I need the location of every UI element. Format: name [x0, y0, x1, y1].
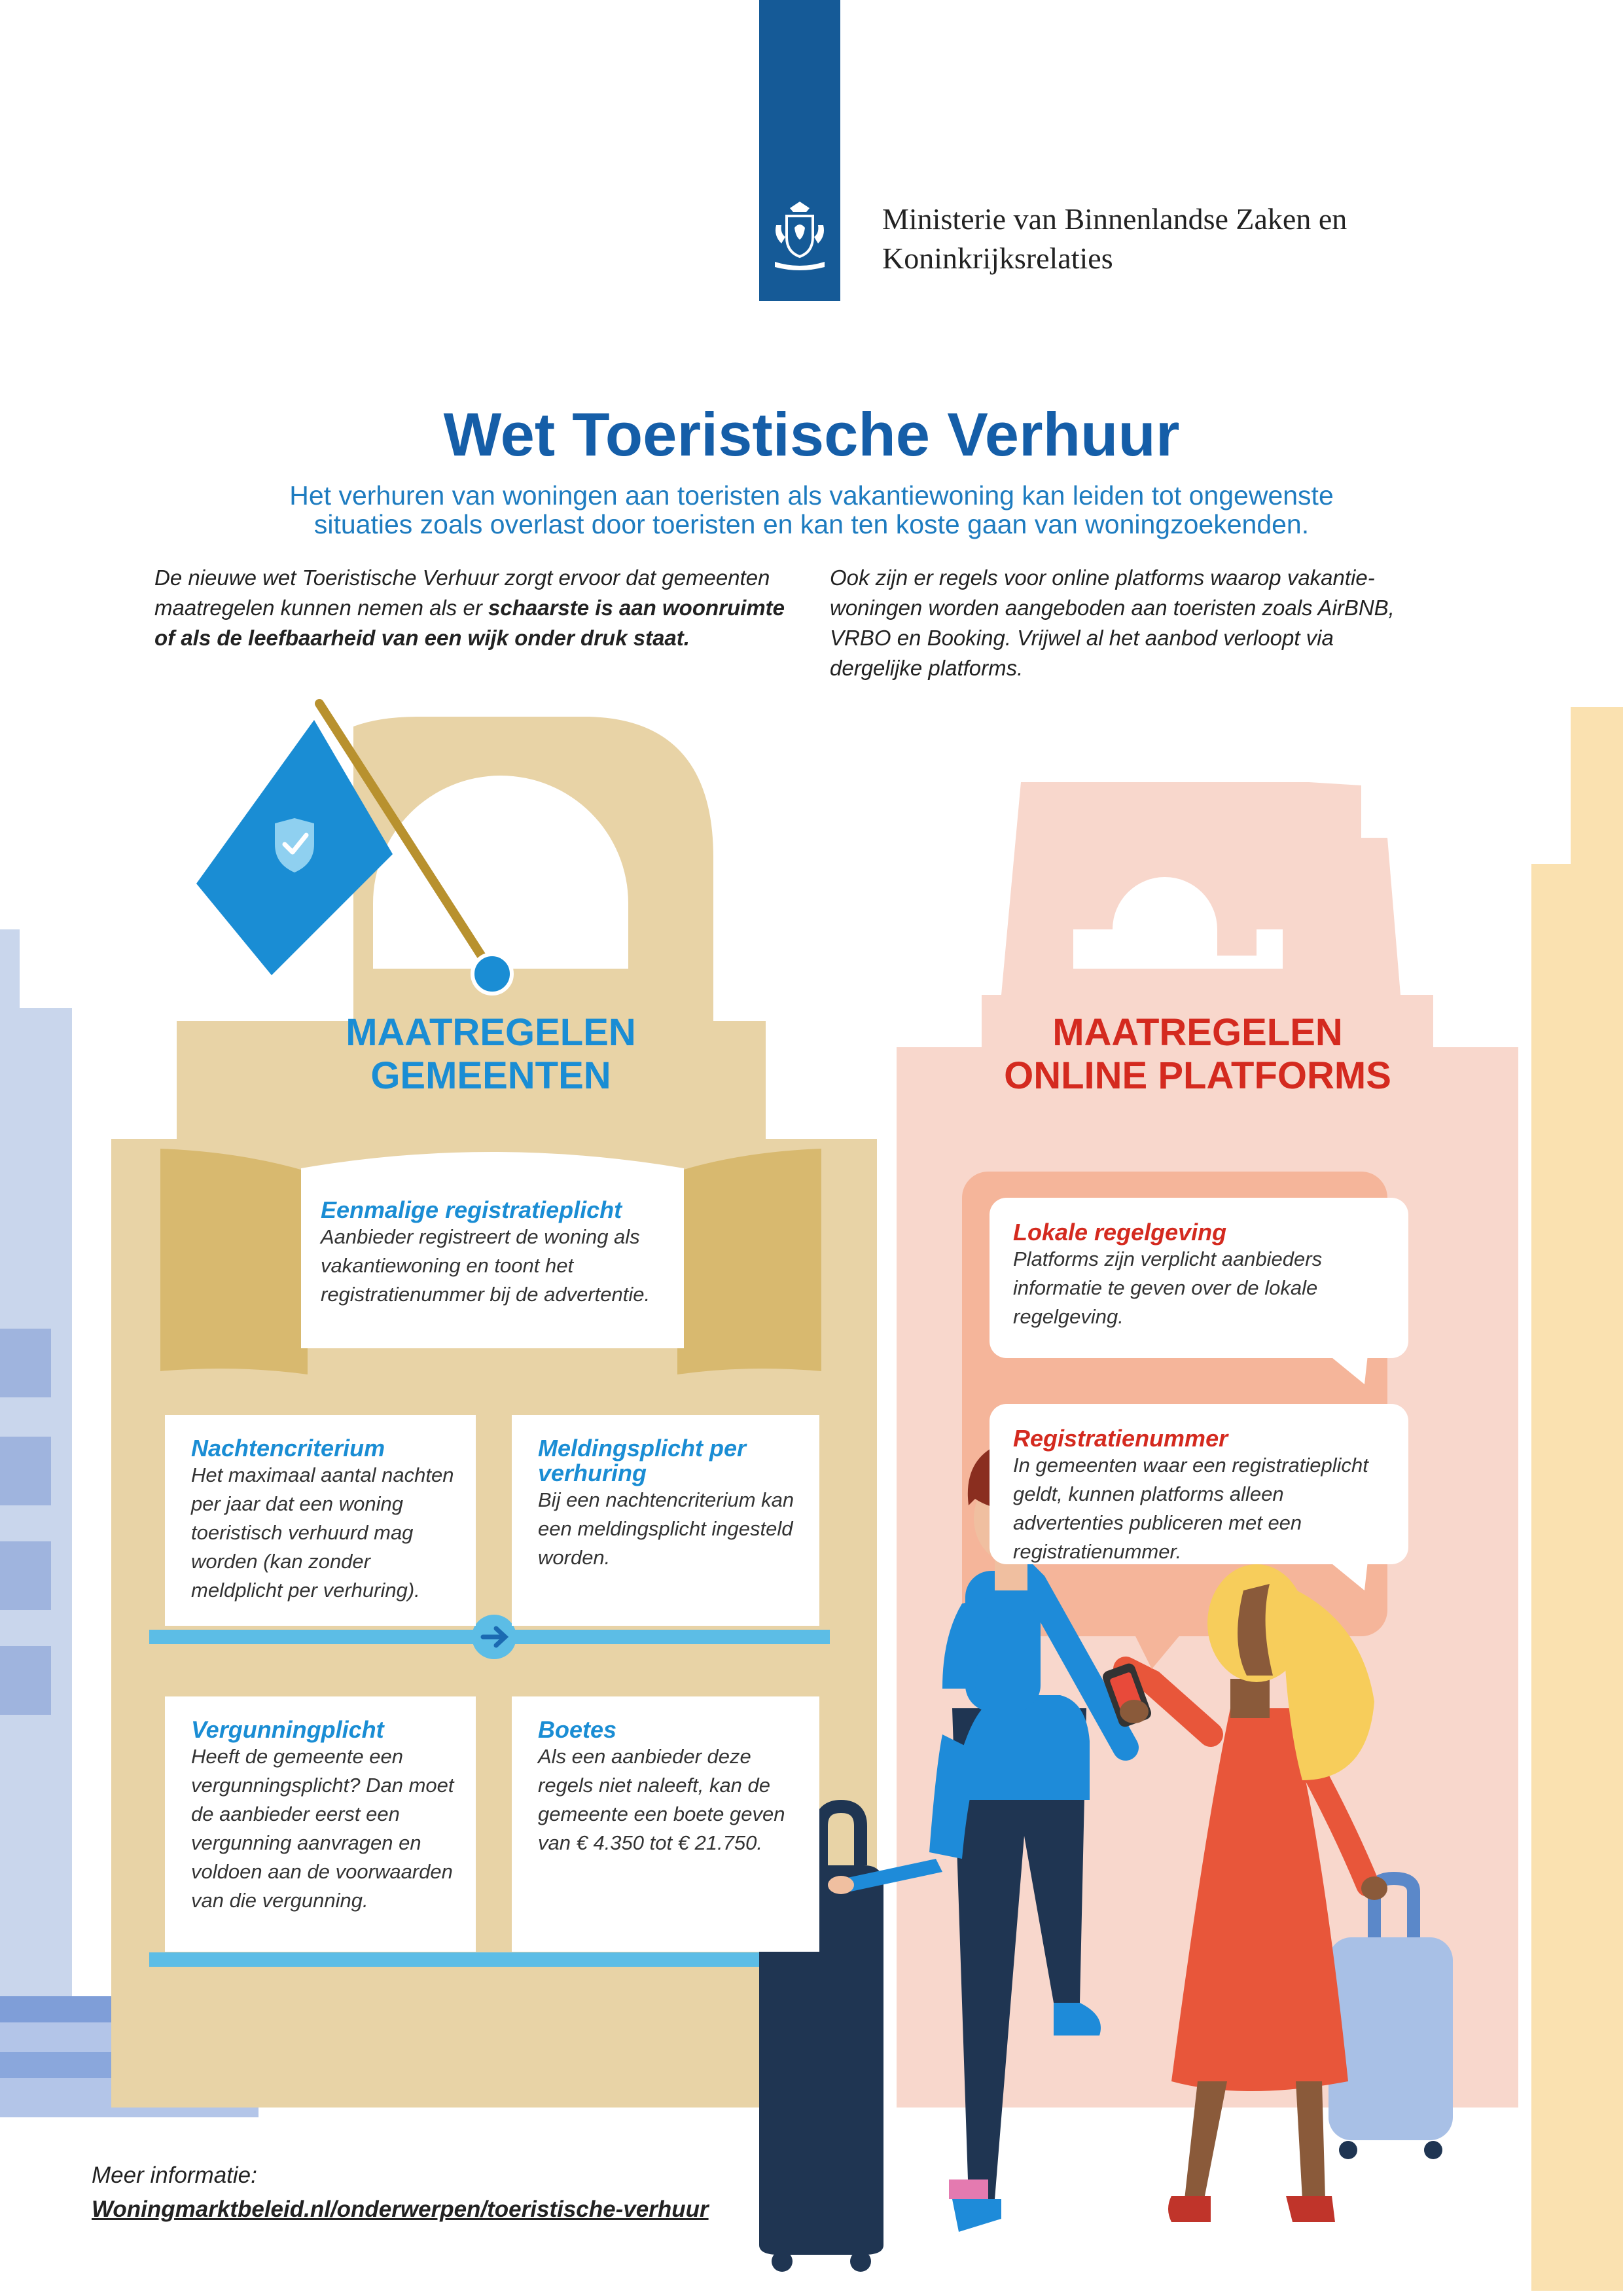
left-window — [0, 1329, 51, 1397]
bubble-tail — [1329, 1355, 1368, 1388]
card-title: Meldingsplicht per verhuring — [538, 1435, 747, 1486]
card-body: Het maximaal aantal nachten per jaar dat een woning toeristisch verhuurd mag worden (kan zonder meldplicht per verhuring). — [191, 1463, 454, 1602]
left-building-tower — [20, 1008, 72, 2029]
crest-icon — [767, 196, 832, 275]
platforms-heading-line2: ONLINE PLATFORMS — [1004, 1054, 1391, 1097]
card-vergunningplicht — [165, 1696, 476, 1952]
subtitle-line2: situaties zoals overlast door toeristen en kan ten koste gaan van woningzoekenden. — [313, 509, 1310, 539]
card-body: Als een aanbieder deze regels niet naleeft, kan de gemeente een boete geven van € 4.350 tot € 21.750. — [538, 1745, 785, 1854]
intro-right: Ook zijn er regels voor online platforms waarop vakantiewoningen worden aangeboden aan toeristen zoals AirBNB, VRBO en Booking. Vrijwel al het aanbod verloopt via dergelijke platforms. — [830, 565, 1395, 680]
gemeenten-heading-line2: GEMEENTEN — [370, 1054, 611, 1097]
book-left-page — [160, 1149, 308, 1374]
card-body: In gemeenten waar een registratieplicht geldt, kunnen platforms alleen advertenties publiceren met een registratienummer. — [1013, 1454, 1368, 1563]
card-title: Nachtencriterium — [191, 1435, 385, 1462]
card-boetes — [512, 1696, 819, 1952]
left-window — [0, 1646, 51, 1715]
subtitle — [157, 481, 1466, 539]
footer — [92, 2159, 709, 2227]
card-registratieplicht — [308, 1191, 700, 1316]
platforms-heading-line1: MAATREGELEN — [1052, 1011, 1343, 1054]
card-nachtencriterium — [165, 1415, 476, 1626]
card-title: Eenmalige registratieplicht — [321, 1196, 622, 1223]
platforms-panel-tail — [1132, 1630, 1185, 1669]
page-title: Wet Toeristische Verhuur — [443, 400, 1180, 469]
footer-label: Meer informatie: — [92, 2162, 257, 2188]
card-title: Boetes — [538, 1716, 617, 1743]
card-body: Heeft de gemeente een vergunningsplicht? Dan moet de aanbieder eerst een vergunning aanvragen en voldoen aan de voorwaarden van die vergunning. — [191, 1745, 454, 1912]
intro-left-bold: schaarste is aan woonruimte of als de leefbaarheid van een wijk onder druk staat. — [154, 596, 785, 650]
card-title: Lokale regelgeving — [1013, 1219, 1227, 1246]
card-title: Vergunningplicht — [191, 1716, 384, 1743]
card-meldingsplicht — [512, 1415, 819, 1626]
platforms-heading — [936, 1011, 1459, 1098]
gemeenten-heading-line1: MAATREGELEN — [346, 1011, 636, 1054]
ministry-line2: Koninkrijksrelaties — [882, 242, 1113, 275]
rail — [149, 1952, 830, 1967]
bubble-registratienummer — [990, 1404, 1408, 1564]
left-window — [0, 1541, 51, 1610]
bubble-tail — [1329, 1561, 1368, 1594]
gemeenten-heading — [262, 1011, 720, 1098]
card-title: Registratienummer — [1013, 1425, 1228, 1452]
flag-pole-base — [473, 954, 512, 994]
intro-left — [154, 563, 796, 653]
card-body: Bij een nachtencriterium kan een meldingsplicht ingesteld worden. — [538, 1488, 794, 1569]
left-window — [0, 1437, 51, 1505]
bubble-lokale-regelgeving — [990, 1198, 1408, 1358]
card-body: Platforms zijn verplicht aanbieders informatie te geven over de lokale regelgeving. — [1013, 1247, 1323, 1328]
ministry-name — [882, 200, 1347, 278]
subtitle-line1: Het verhuren van woningen aan toeristen als vakantiewoning kan leiden tot ongewenste — [289, 480, 1334, 511]
intro-left-text: De nieuwe wet Toeristische Verhuur zorgt ervoor dat gemeenten maatregelen kunnen nemen als er — [154, 565, 770, 620]
ministry-line1: Ministerie van Binnenlandse Zaken en — [882, 202, 1347, 236]
footer-link[interactable]: Woningmarktbeleid.nl/onderwerpen/toeristische-verhuur — [92, 2197, 709, 2222]
card-body: Aanbieder registreert de woning als vakantiewoning en toont het registratienummer bij de advertentie. — [321, 1225, 651, 1306]
